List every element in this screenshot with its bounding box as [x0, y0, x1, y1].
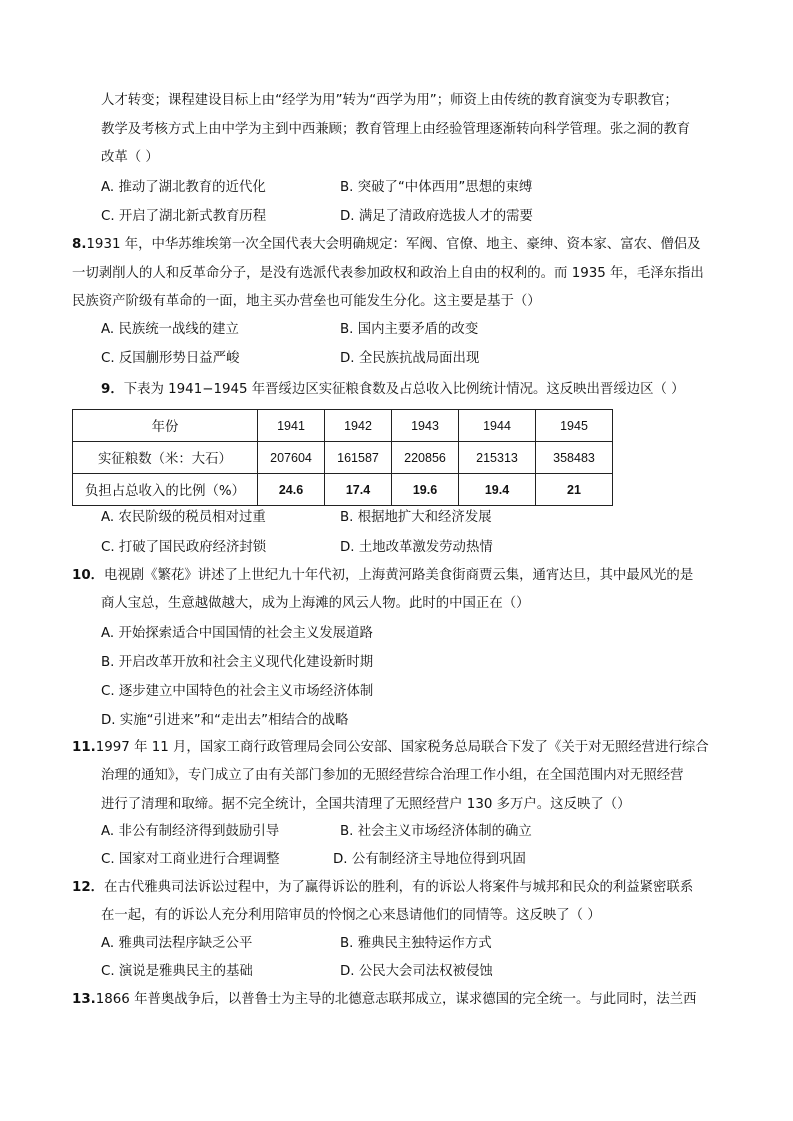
year-cell: 1942 — [325, 410, 392, 442]
q8-option-d[interactable]: D. 全民族抗战局面出现 — [340, 351, 480, 366]
table-row — [73, 442, 613, 474]
q8-text-1: 1931 年，中华苏维埃第一次全国代表大会明确规定：军阀、官僚、地主、豪绅、资本家、富农、僧侣及 — [86, 237, 701, 252]
q7-option-d[interactable]: D. 满足了清政府选拔人才的需要 — [340, 209, 533, 224]
q10-option-b[interactable]: B. 开启改革开放和社会主义现代化建设新时期 — [101, 655, 374, 670]
q9-number: 9． — [101, 382, 124, 397]
q12-text-1: 在古代雅典司法诉讼过程中，为了赢得诉讼的胜利，有的诉讼人将案件与城邦和民众的利益紧密联系 — [104, 880, 694, 895]
q10-option-c[interactable]: C. 逐步建立中国特色的社会主义市场经济体制 — [101, 684, 374, 699]
ratio-cell: 24.6 — [258, 474, 325, 506]
grain-table — [72, 409, 613, 506]
q11-option-d[interactable]: D. 公有制经济主导地位得到巩固 — [333, 852, 526, 867]
ratio-cell: 17.4 — [325, 474, 392, 506]
q8-number: 8. — [72, 237, 87, 252]
q7-option-c[interactable]: C. 开启了湖北新式教育历程 — [101, 209, 267, 224]
q10-option-d[interactable]: D. 实施“引进来”和“走出去”相结合的战略 — [101, 713, 349, 728]
q10-line-2: 商人宝总，生意越做越大，成为上海滩的风云人物。此时的中国正在（） — [101, 596, 530, 611]
row-label-grain: 实征粮数（米：大石） — [73, 442, 258, 474]
q7-line-1: 人才转变；课程建设目标上由“经学为用”转为“西学为用”；师资上由传统的教育演变为专职教官； — [101, 93, 678, 108]
q11-number: 11. — [72, 740, 96, 755]
table-row — [73, 474, 613, 506]
q9-text: 下表为 1941−1945 年晋绥边区实征粮食数及占总收入比例统计情况。这反映出晋绥边区（ ） — [123, 382, 685, 397]
q12-line-2: 在一起，有的诉讼人充分利用陪审员的怜悯之心来恳请他们的同情等。这反映了（ ） — [101, 908, 601, 923]
grain-cell: 161587 — [325, 442, 392, 474]
q12-line-1 — [72, 879, 693, 897]
table-header-row — [73, 410, 613, 442]
q7-line-2: 教学及考核方式上由中学为主到中西兼顾；教育管理上由经验管理逐渐转向科学管理。张之洞的教育 — [101, 122, 691, 137]
q8-option-a[interactable]: A. 民族统一战线的建立 — [101, 322, 239, 337]
q10-text-1: 电视剧《繁花》讲述了上世纪九十年代初，上海黄河路美食街商贾云集，通宵达旦，其中最风光的是 — [104, 568, 694, 583]
q11-line-3: 进行了清理和取缔。据不完全统计，全国共清理了无照经营户 130 多万户。这反映了（） — [101, 797, 631, 812]
q13-line-1 — [72, 991, 696, 1009]
q9-option-d[interactable]: D. 土地改革激发劳动热情 — [340, 540, 493, 555]
q12-option-c[interactable]: C. 演说是雅典民主的基础 — [101, 964, 253, 979]
header-label: 年份 — [73, 410, 258, 442]
year-cell: 1943 — [392, 410, 459, 442]
q11-option-b[interactable]: B. 社会主义市场经济体制的确立 — [340, 824, 532, 839]
q11-line-1 — [72, 739, 709, 757]
q12-option-d[interactable]: D. 公民大会司法权被侵蚀 — [340, 964, 493, 979]
q11-text-1: 1997 年 11 月，国家工商行政管理局会同公安部、国家税务总局联合下发了《关于对无照经营进行综合 — [95, 740, 709, 755]
q7-line-3: 改革（ ） — [101, 150, 159, 165]
q12-number: 12． — [72, 880, 105, 895]
year-cell: 1941 — [258, 410, 325, 442]
ratio-cell: 19.4 — [459, 474, 536, 506]
q11-option-a[interactable]: A. 非公有制经济得到鼓励引导 — [101, 824, 280, 839]
q13-text-1: 1866 年普奥战争后，以普鲁士为主导的北德意志联邦成立，谋求德国的完全统一。与此同时，法兰西 — [95, 992, 697, 1007]
ratio-cell: 21 — [536, 474, 613, 506]
q12-option-a[interactable]: A. 雅典司法程序缺乏公平 — [101, 936, 253, 951]
grain-cell: 207604 — [258, 442, 325, 474]
year-cell: 1944 — [459, 410, 536, 442]
q13-number: 13. — [72, 992, 96, 1007]
q9-option-a[interactable]: A. 农民阶级的税员相对过重 — [101, 510, 266, 525]
q9-line — [101, 381, 685, 399]
grain-cell: 220856 — [392, 442, 459, 474]
q8-option-c[interactable]: C. 反国蒯形势日益严峻 — [101, 351, 240, 366]
q9-option-c[interactable]: C. 打破了国民政府经济封锁 — [101, 540, 267, 555]
q7-option-b[interactable]: B. 突破了“中体西用”思想的束缚 — [340, 180, 533, 195]
q10-option-a[interactable]: A. 开始探索适合中国国情的社会主义发展道路 — [101, 626, 373, 641]
q10-line-1 — [72, 567, 693, 585]
q8-option-b[interactable]: B. 国内主要矛盾的改变 — [340, 322, 479, 337]
q12-option-b[interactable]: B. 雅典民主独特运作方式 — [340, 936, 492, 951]
year-cell: 1945 — [536, 410, 613, 442]
q8-line-1 — [72, 236, 701, 254]
grain-cell: 358483 — [536, 442, 613, 474]
q11-option-c[interactable]: C. 国家对工商业进行合理调整 — [101, 852, 280, 867]
q10-number: 10． — [72, 568, 105, 583]
row-label-ratio: 负担占总收入的比例（%） — [73, 474, 258, 506]
q7-option-a[interactable]: A. 推动了湖北教育的近代化 — [101, 180, 266, 195]
grain-cell: 215313 — [459, 442, 536, 474]
q8-line-2: 一切剥削人的人和反革命分子，是没有选派代表参加政权和政治上自由的权利的。而 1935 年，毛泽东指出 — [72, 266, 704, 281]
q8-line-3: 民族资产阶级有革命的一面，地主买办营垒也可能发生分化。这主要是基于（） — [72, 294, 541, 309]
q9-option-b[interactable]: B. 根据地扩大和经济发展 — [340, 510, 492, 525]
ratio-cell: 19.6 — [392, 474, 459, 506]
q11-line-2: 治理的通知》，专门成立了由有关部门参加的无照经营综合治理工作小组，在全国范围内对无照经营 — [101, 768, 684, 783]
